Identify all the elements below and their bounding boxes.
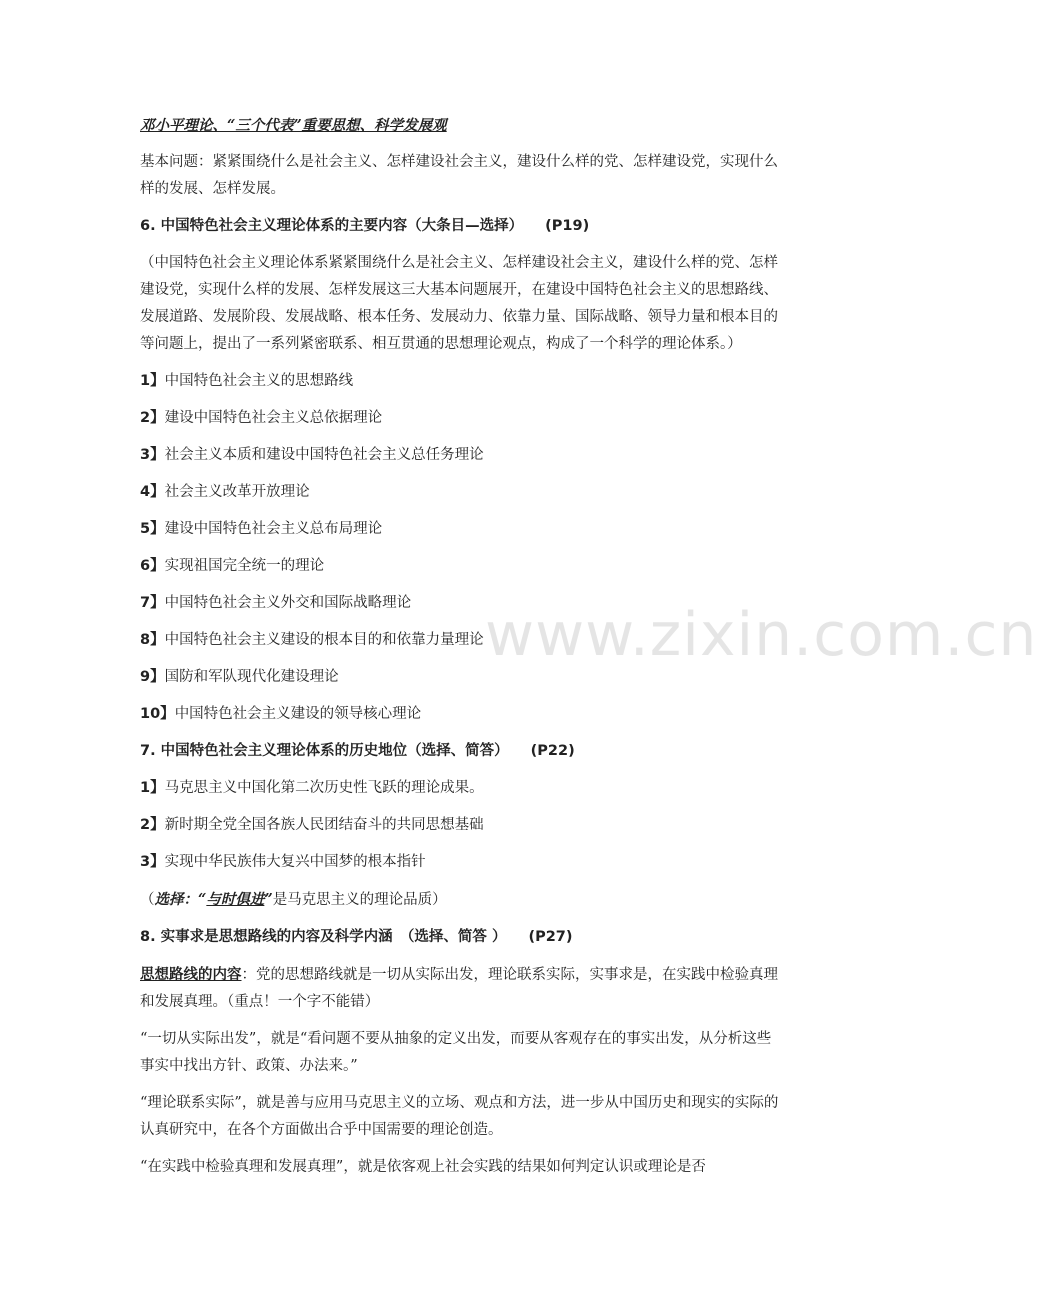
paragraph-rest: ：党的思想路线就是一切从实际出发，理论联系实际，实事求是，在实践中检验真理和发展真理。（重点！一个字不能错） xyxy=(140,967,778,1010)
list-item xyxy=(140,664,785,691)
item-text: 中国特色社会主义外交和国际战略理论 xyxy=(164,595,412,611)
section-6-list xyxy=(140,368,785,728)
list-item xyxy=(140,849,785,876)
section-7-note xyxy=(140,886,785,914)
section-8-paragraph-2: “一切从实际出发”，就是“看问题不要从抽象的定义出发，而要从客观存在的事实出发，从分析这些事实中找出方针、政策、办法来。” xyxy=(140,1031,772,1074)
section-7-page-ref: (P22) xyxy=(530,743,575,759)
section-7-heading xyxy=(140,738,785,765)
item-text: 建设中国特色社会主义总布局理论 xyxy=(164,521,383,537)
list-item xyxy=(140,516,785,543)
item-text: 国防和军队现代化建设理论 xyxy=(164,669,339,685)
item-number: 10】 xyxy=(140,706,175,722)
item-text: 中国特色社会主义的思想路线 xyxy=(164,373,354,389)
section-6-heading xyxy=(140,213,785,240)
section-8-paragraph-1 xyxy=(140,961,785,1016)
item-number: 7】 xyxy=(140,595,165,611)
item-number: 5】 xyxy=(140,521,165,537)
section-7-list xyxy=(140,775,785,876)
note-rest: 是马克思主义的理论品质） xyxy=(272,892,447,908)
section-8-paragraph-3: “理论联系实际”，就是善与应用马克思主义的立场、观点和方法，进一步从中国历史和现实的实际的认真研究中，在各个方面做出合乎中国需要的理论创造。 xyxy=(140,1095,779,1138)
note-emphasis: 选择：“ xyxy=(154,891,207,908)
item-number: 3】 xyxy=(140,447,165,463)
section-7-heading-text: 7. 中国特色社会主义理论体系的历史地位（选择、简答） xyxy=(140,743,509,759)
list-item xyxy=(140,368,785,395)
item-text: 实现祖国完全统一的理论 xyxy=(164,558,325,574)
item-number: 8】 xyxy=(140,632,165,648)
list-item xyxy=(140,812,785,839)
section-6-heading-text: 6. 中国特色社会主义理论体系的主要内容（大条目—选择） xyxy=(140,218,524,234)
list-item xyxy=(140,553,785,580)
list-item xyxy=(140,442,785,469)
note-underlined: 与时俱进 xyxy=(206,891,265,908)
document-title: 邓小平理论、“三个代表”重要思想、科学发展观 xyxy=(140,117,447,134)
item-number: 4】 xyxy=(140,484,165,500)
list-item xyxy=(140,405,785,432)
item-text: 马克思主义中国化第二次历史性飞跃的理论成果。 xyxy=(164,780,484,796)
item-text: 中国特色社会主义建设的根本目的和依靠力量理论 xyxy=(164,632,484,648)
watermark: www.zixin.com.cn xyxy=(485,600,1037,670)
item-text: 新时期全党全国各族人民团结奋斗的共同思想基础 xyxy=(164,817,484,833)
item-number: 6】 xyxy=(140,558,165,574)
item-text: 中国特色社会主义建设的领导核心理论 xyxy=(174,706,422,722)
section-8-heading xyxy=(140,924,785,951)
item-number: 2】 xyxy=(140,410,165,426)
item-text: 实现中华民族伟大复兴中国梦的根本指针 xyxy=(164,854,426,870)
section-8-heading-text: 8. 实事求是思想路线的内容及科学内涵 （选择、简答 ） xyxy=(140,929,507,945)
item-number: 3】 xyxy=(140,854,165,870)
intro-paragraph: 基本问题：紧紧围绕什么是社会主义、怎样建设社会主义，建设什么样的党、怎样建设党，实现什么样的发展、怎样发展。 xyxy=(140,154,778,197)
item-number: 1】 xyxy=(140,373,165,389)
item-number: 9】 xyxy=(140,669,165,685)
item-number: 2】 xyxy=(140,817,165,833)
list-item xyxy=(140,701,785,728)
section-6-page-ref: (P19) xyxy=(545,218,590,234)
section-6-summary: （中国特色社会主义理论体系紧紧围绕什么是社会主义、怎样建设社会主义，建设什么样的党、怎样建设党，实现什么样的发展、怎样发展这三大基本问题展开，在建设中国特色社会主义的思想路线、发展道路、发展阶段、发展战略、根本任务、发展动力、依靠力量、国际战略、领导力量和根本目的等问题上，提出了一系列紧密联系、相互贯通的思想理论观点，构成了一个科学的理论体系。） xyxy=(140,255,778,352)
item-text: 社会主义改革开放理论 xyxy=(164,484,310,500)
item-text: 建设中国特色社会主义总依据理论 xyxy=(164,410,383,426)
note-emphasis-close: ” xyxy=(264,891,273,908)
list-item xyxy=(140,590,785,617)
paragraph-lead: 思想路线的内容 xyxy=(140,966,242,983)
item-text: 社会主义本质和建设中国特色社会主义总任务理论 xyxy=(164,447,484,463)
list-item xyxy=(140,627,785,654)
list-item xyxy=(140,479,785,506)
document-page xyxy=(140,112,785,1191)
note-open: （ xyxy=(140,892,155,908)
item-number: 1】 xyxy=(140,780,165,796)
section-8-paragraph-4: “在实践中检验真理和发展真理”，就是依客观上社会实践的结果如何判定认识或理论是否 xyxy=(140,1159,706,1175)
section-8-page-ref: (P27) xyxy=(528,929,573,945)
list-item xyxy=(140,775,785,802)
